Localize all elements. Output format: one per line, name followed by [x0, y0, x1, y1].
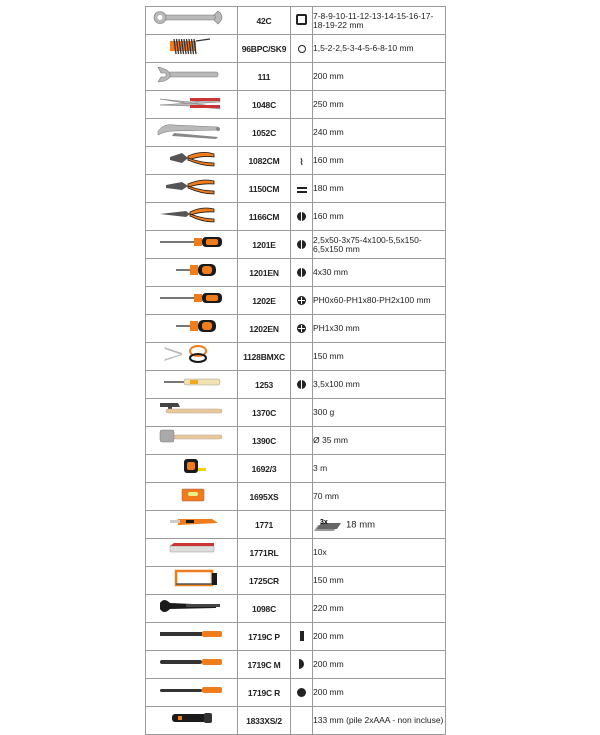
size-text: 180 mm: [313, 183, 344, 193]
size-cell: [313, 511, 446, 539]
product-code: 1048C: [238, 91, 291, 119]
profile-symbol-cell: [291, 287, 313, 315]
table-row: [146, 231, 446, 259]
tool-image-cell: [146, 427, 238, 455]
table-row: [146, 511, 446, 539]
size-text: 200 mm: [313, 71, 344, 81]
profile-symbol-cell: [291, 427, 313, 455]
combination-pliers-icon: [146, 175, 238, 197]
table-row: [146, 175, 446, 203]
blade-count-badge: 3x: [313, 519, 343, 531]
ring-icon: [298, 45, 306, 53]
table-row: [146, 343, 446, 371]
tool-image-cell: [146, 147, 238, 175]
size-text: 70 mm: [313, 491, 339, 501]
profile-symbol-cell: [291, 679, 313, 707]
size-text: 150 mm: [313, 575, 344, 585]
table-row: [146, 595, 446, 623]
size-cell: [313, 315, 446, 343]
size-text: 240 mm: [313, 127, 344, 137]
profile-symbol-cell: [291, 91, 313, 119]
size-text: 133 mm (pile 2xAAA - non incluse): [313, 715, 444, 725]
size-text: 150 mm: [313, 351, 344, 361]
stubby-slotted-screwdriver-icon: [146, 259, 238, 281]
size-cell: [313, 175, 446, 203]
size-cell: [313, 63, 446, 91]
size-cell: [313, 427, 446, 455]
tool-image-cell: [146, 679, 238, 707]
product-code: 1052C: [238, 119, 291, 147]
size-text: 7-8-9-10-11-12-13-14-15-16-17-18-19-22 mm: [313, 10, 434, 30]
profile-symbol-cell: [291, 7, 313, 35]
adjustable-wrench-icon: [146, 63, 238, 85]
table-row: [146, 455, 446, 483]
slotted-tip-icon: [297, 268, 306, 277]
table-row: [146, 651, 446, 679]
hammer-icon: [146, 399, 238, 421]
product-code: 96BPC/SK9: [238, 35, 291, 63]
hacksaw-icon: [146, 567, 238, 589]
half-round-file-icon: [146, 651, 238, 673]
size-text: PH0x60-PH1x80-PH2x100 mm: [313, 295, 431, 305]
tool-image-cell: [146, 539, 238, 567]
water-pump-pliers-icon: [146, 91, 238, 113]
size-cell: [313, 91, 446, 119]
size-text: 160 mm: [313, 211, 344, 221]
size-cell: [313, 623, 446, 651]
table-row: [146, 371, 446, 399]
product-code: 1692/3: [238, 455, 291, 483]
scissors-icon: [146, 343, 238, 365]
mallet-icon: [146, 427, 238, 449]
size-cell: [313, 483, 446, 511]
product-code: 1695XS: [238, 483, 291, 511]
flat-jaw-icon: [297, 187, 307, 193]
bubble-level-icon: [146, 483, 238, 505]
round-profile-icon: [297, 688, 306, 697]
size-cell: [313, 595, 446, 623]
tool-image-cell: [146, 287, 238, 315]
table-row: [146, 483, 446, 511]
size-text: 250 mm: [313, 99, 344, 109]
phillips-screwdriver-icon: [146, 287, 238, 309]
tape-measure-icon: [146, 455, 238, 477]
profile-symbol-cell: [291, 147, 313, 175]
table-row: [146, 707, 446, 735]
profile-symbol-cell: [291, 595, 313, 623]
profile-symbol-cell: [291, 651, 313, 679]
flat-profile-icon: [300, 631, 304, 641]
size-text: Ø 35 mm: [313, 435, 348, 445]
end-cutting-pincers-icon: [146, 595, 238, 617]
phillips-tip-icon: [297, 324, 306, 333]
profile-symbol-cell: [291, 63, 313, 91]
tool-spec-table: [145, 6, 446, 735]
tool-image-cell: [146, 455, 238, 483]
locking-pliers-icon: [146, 119, 238, 141]
stubby-phillips-screwdriver-icon: [146, 315, 238, 337]
product-code: 1719C R: [238, 679, 291, 707]
size-cell: [313, 651, 446, 679]
combination-wrench-icon: [146, 7, 238, 29]
size-text: 300 g: [313, 407, 335, 417]
size-cell: [313, 7, 446, 35]
size-cell: [313, 119, 446, 147]
profile-symbol-cell: [291, 343, 313, 371]
size-text: 200 mm: [313, 659, 344, 669]
voltage-tester-icon: [146, 371, 238, 393]
profile-symbol-cell: [291, 707, 313, 735]
table-row: [146, 147, 446, 175]
hex-key-set-icon: [146, 35, 238, 57]
product-code: 1725CR: [238, 567, 291, 595]
profile-symbol-cell: [291, 511, 313, 539]
size-cell: [313, 539, 446, 567]
product-code: 1128BMXC: [238, 343, 291, 371]
profile-symbol-cell: [291, 259, 313, 287]
hex-socket-icon: [296, 14, 307, 25]
product-code: 42C: [238, 7, 291, 35]
tool-image-cell: [146, 7, 238, 35]
table-row: [146, 35, 446, 63]
size-text: 200 mm: [313, 631, 344, 641]
size-text: 160 mm: [313, 155, 344, 165]
product-code: 1771RL: [238, 539, 291, 567]
size-cell: [313, 679, 446, 707]
slotted-tip-icon: [297, 380, 306, 389]
profile-symbol-cell: [291, 455, 313, 483]
flat-file-icon: [146, 623, 238, 645]
product-code: 1719C M: [238, 651, 291, 679]
size-text: 2,5x50-3x75-4x100-5,5x150-6,5x150 mm: [313, 234, 422, 254]
size-cell: [313, 455, 446, 483]
size-text: 10x: [313, 547, 327, 557]
slotted-screwdriver-icon: [146, 231, 238, 253]
tool-image-cell: [146, 35, 238, 63]
tool-image-cell: [146, 343, 238, 371]
tool-image-cell: [146, 259, 238, 287]
size-cell: [313, 371, 446, 399]
slotted-tip-icon: [297, 212, 306, 221]
product-code: 1201EN: [238, 259, 291, 287]
profile-symbol-cell: [291, 35, 313, 63]
table-row: [146, 259, 446, 287]
tool-image-cell: [146, 567, 238, 595]
long-nose-pliers-icon: [146, 203, 238, 225]
size-text: 4x30 mm: [313, 267, 348, 277]
table-row: [146, 539, 446, 567]
size-cell: [313, 231, 446, 259]
tool-image-cell: [146, 175, 238, 203]
spare-blades-icon: [146, 539, 238, 561]
tool-image-cell: [146, 651, 238, 679]
tool-image-cell: [146, 399, 238, 427]
tool-image-cell: [146, 623, 238, 651]
tool-image-cell: [146, 91, 238, 119]
slotted-tip-icon: [297, 240, 306, 249]
product-code: 1390C: [238, 427, 291, 455]
tool-image-cell: [146, 707, 238, 735]
phillips-tip-icon: [297, 296, 306, 305]
tool-image-cell: [146, 315, 238, 343]
product-code: 1098C: [238, 595, 291, 623]
product-code: 1833XS/2: [238, 707, 291, 735]
profile-symbol-cell: [291, 567, 313, 595]
table-row: [146, 679, 446, 707]
product-code: 1202E: [238, 287, 291, 315]
size-text: 3,5x100 mm: [313, 379, 360, 389]
product-code: 1370C: [238, 399, 291, 427]
product-code: 111: [238, 63, 291, 91]
profile-symbol-cell: [291, 231, 313, 259]
round-file-icon: [146, 679, 238, 701]
size-text: 18 mm: [346, 518, 376, 530]
product-code: 1202EN: [238, 315, 291, 343]
size-text: 220 mm: [313, 603, 344, 613]
profile-symbol-cell: [291, 539, 313, 567]
tool-image-cell: [146, 371, 238, 399]
table-row: [146, 91, 446, 119]
product-code: 1166CM: [238, 203, 291, 231]
product-code: 1201E: [238, 231, 291, 259]
profile-symbol-cell: [291, 371, 313, 399]
table-row: [146, 7, 446, 35]
tool-image-cell: [146, 595, 238, 623]
table-row: [146, 119, 446, 147]
size-cell: [313, 707, 446, 735]
profile-symbol-cell: [291, 175, 313, 203]
size-cell: [313, 259, 446, 287]
product-code: 1771: [238, 511, 291, 539]
profile-symbol-cell: [291, 203, 313, 231]
utility-knife-icon: [146, 511, 238, 533]
profile-symbol-cell: [291, 483, 313, 511]
profile-symbol-cell: [291, 119, 313, 147]
size-cell: [313, 567, 446, 595]
product-code: 1253: [238, 371, 291, 399]
table-row: [146, 623, 446, 651]
diagonal-cutter-icon: [146, 147, 238, 169]
tool-image-cell: [146, 483, 238, 511]
profile-symbol-cell: [291, 399, 313, 427]
flashlight-icon: [146, 707, 238, 729]
size-text: PH1x30 mm: [313, 323, 360, 333]
half-round-profile-icon: [299, 659, 304, 669]
tool-image-cell: [146, 231, 238, 259]
profile-symbol-cell: [291, 623, 313, 651]
tool-image-cell: [146, 203, 238, 231]
size-cell: [313, 203, 446, 231]
size-text: 200 mm: [313, 687, 344, 697]
table-row: [146, 427, 446, 455]
tool-image-cell: [146, 63, 238, 91]
tool-image-cell: [146, 511, 238, 539]
size-cell: [313, 399, 446, 427]
size-text: 1,5-2-2,5-3-4-5-6-8-10 mm: [313, 43, 414, 53]
tool-image-cell: [146, 119, 238, 147]
table-row: [146, 399, 446, 427]
table-row: [146, 315, 446, 343]
size-cell: [313, 147, 446, 175]
table-row: [146, 203, 446, 231]
profile-symbol-cell: [291, 315, 313, 343]
product-code: 1719C P: [238, 623, 291, 651]
size-text: 3 m: [313, 463, 328, 473]
size-cell: [313, 343, 446, 371]
table-row: [146, 567, 446, 595]
table-row: [146, 287, 446, 315]
product-code: 1082CM: [238, 147, 291, 175]
size-cell: [313, 35, 446, 63]
size-cell: [313, 287, 446, 315]
cutting-jaw-icon: ⌇: [299, 156, 304, 167]
product-code: 1150CM: [238, 175, 291, 203]
table-row: [146, 63, 446, 91]
